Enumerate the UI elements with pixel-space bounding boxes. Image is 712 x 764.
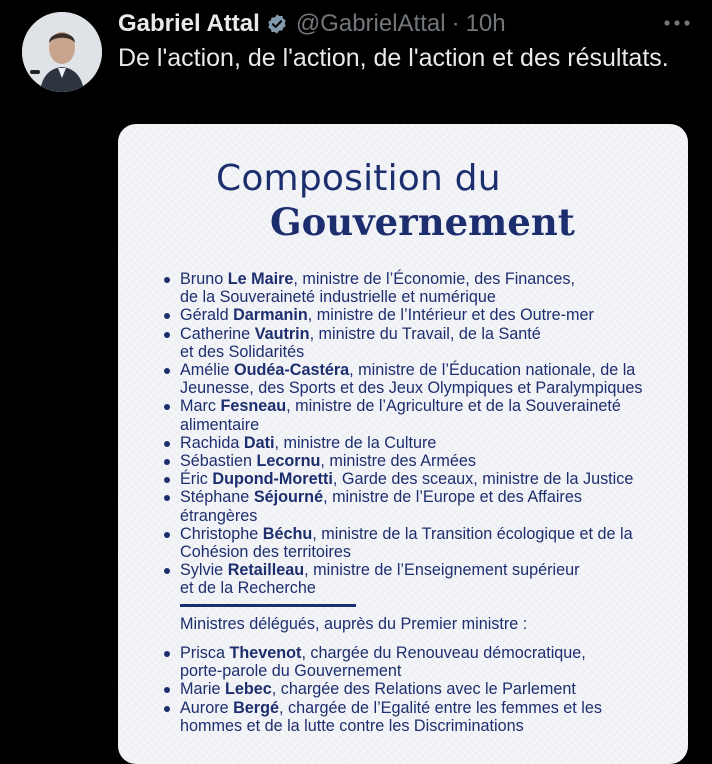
separator-dot: · [451, 10, 460, 37]
list-item: Bruno Le Maire, ministre de l’Économie, des Finances, de la Souveraineté industrielle et numérique [158, 270, 678, 306]
avatar[interactable] [22, 12, 102, 92]
list-item: Christophe Béchu, ministre de la Transition écologique et de la Cohésion des territoires [158, 525, 678, 561]
delegated-heading: Ministres délégués, auprès du Premier ministre : [180, 615, 528, 633]
list-item: Prisca Thevenot, chargée du Renouveau démocratique, porte-parole du Gouvernement [158, 644, 678, 680]
section-divider [180, 604, 356, 607]
list-item: Sébastien Lecornu, ministre des Armées [158, 452, 678, 470]
document-title-line1: Composition du [216, 158, 501, 199]
list-item: Rachida Dati, ministre de la Culture [158, 434, 678, 452]
list-item: Amélie Oudéa-Castéra, ministre de l’Éducation nationale, de la Jeunesse, des Sports et des Jeux Olympiques et Paralympiques [158, 361, 678, 397]
tweet-image-card[interactable] [118, 124, 688, 764]
list-item: Catherine Vautrin, ministre du Travail, de la Santé et des Solidarités [158, 325, 678, 361]
list-item: Éric Dupond-Moretti, Garde des sceaux, ministre de la Justice [158, 470, 678, 488]
list-item: Marie Lebec, chargée des Relations avec le Parlement [158, 680, 678, 698]
verified-badge-icon [266, 13, 288, 35]
list-item: Stéphane Séjourné, ministre de l’Europe et des Affaires étrangères [158, 488, 678, 524]
list-item: Marc Fesneau, ministre de l’Agriculture et de la Souveraineté alimentaire [158, 397, 678, 433]
tweet-time[interactable]: 10h [465, 10, 506, 37]
document-title-line2: Gouvernement [270, 200, 575, 244]
delegated-ministers-list [158, 644, 678, 735]
tweet-header [118, 8, 692, 40]
ministers-list [158, 270, 678, 598]
more-options-icon[interactable] [662, 12, 692, 34]
author-name[interactable]: Gabriel Attal [118, 10, 260, 37]
tweet-text: De l'action, de l'action, de l'action et des résultats. [118, 44, 669, 72]
author-handle[interactable]: @GabrielAttal [295, 10, 446, 37]
list-item: Gérald Darmanin, ministre de l’Intérieur et des Outre-mer [158, 306, 678, 324]
list-item: Aurore Bergé, chargée de l’Egalité entre les femmes et les hommes et de la lutte contre les Discriminations [158, 699, 678, 735]
list-item: Sylvie Retailleau, ministre de l’Enseignement supérieur et de la Recherche [158, 561, 678, 597]
